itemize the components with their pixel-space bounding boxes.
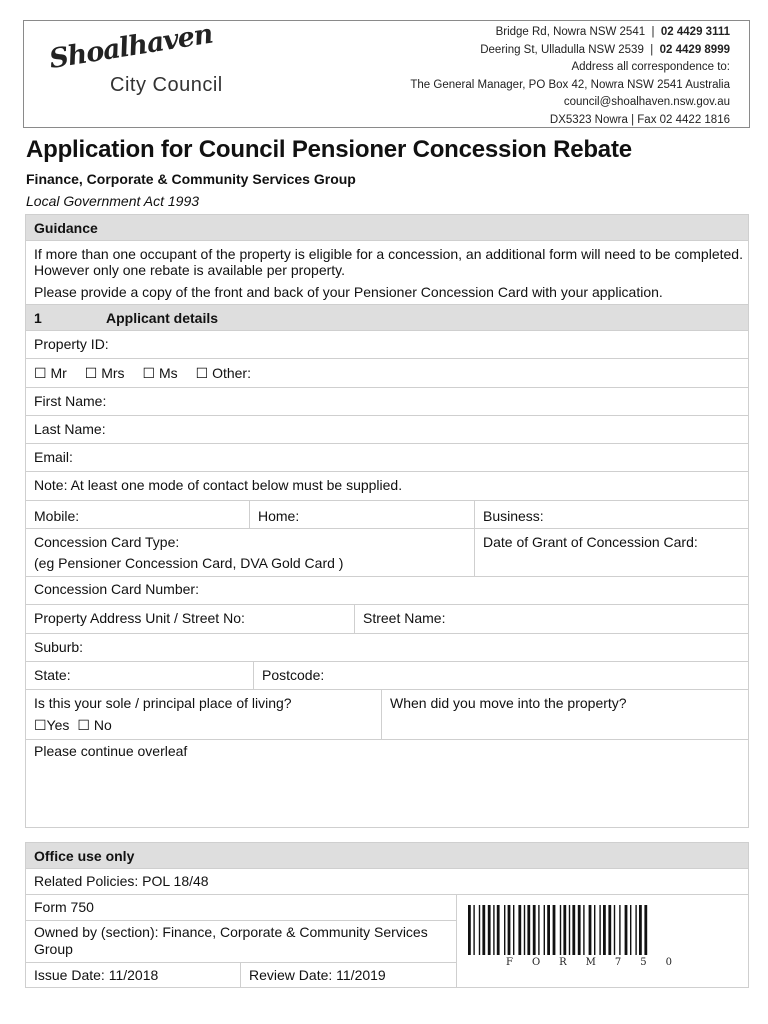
- contact-block: Bridge Rd, Nowra NSW 2541 | 02 4429 3111 Deering St, Ulladulla NSW 2539 | 02 4429 8999 Address all correspondence to: The General Manager, PO Box 42, Nowra NSW 2541 Australia council@shoalhaven.nsw.gov.au DX5323 Nowra | Fax 02 4422 1816: [310, 24, 730, 129]
- barcode-bar: [608, 905, 611, 955]
- barcode-bars: [466, 905, 732, 955]
- applicant-header: [26, 305, 748, 331]
- postal-address: The General Manager, PO Box 42, Nowra NSW 2541 Australia: [410, 78, 730, 91]
- yes-checkbox[interactable]: ☐Yes: [34, 717, 70, 733]
- barcode-bar: [527, 905, 530, 955]
- continue-notice: [26, 740, 748, 828]
- office-header: [26, 843, 748, 869]
- unit-street-no-label: Property Address Unit / Street No:: [34, 610, 245, 626]
- grant-date-label: Date of Grant of Concession Card:: [483, 534, 698, 550]
- dx-fax: DX5323 Nowra | Fax 02 4422 1816: [549, 113, 730, 126]
- phone-nowra: 02 4429 3111: [660, 26, 730, 38]
- unit-street-no-field[interactable]: [26, 605, 355, 633]
- application-form: [25, 214, 749, 828]
- barcode-bar: [560, 905, 561, 955]
- correspondence-label: Address all correspondence to:: [571, 61, 730, 73]
- continue-text: Please continue overleaf: [34, 743, 188, 759]
- guidance-para-1: If more than one occupant of the property is eligible for a concession, an additional form will need to be completed. However only one rebate is available per property.: [34, 246, 743, 278]
- suburb-field[interactable]: [26, 634, 748, 662]
- barcode-bar: [635, 905, 636, 955]
- issue-date: Issue Date: 11/2018: [34, 967, 159, 983]
- barcode-bar: [482, 905, 485, 955]
- barcode-divider: [456, 895, 457, 988]
- address-ulladulla: Deering St, Ulladulla NSW 2539: [480, 43, 644, 56]
- barcode-bar: [468, 905, 471, 955]
- section-heading: Applicant details: [106, 310, 219, 326]
- barcode-bar: [603, 905, 606, 955]
- barcode-bar: [479, 905, 480, 955]
- sole-residence-label: Is this your sole / principal place of living?: [34, 695, 292, 711]
- dates-row: [26, 963, 456, 988]
- barcode-bar: [504, 905, 505, 955]
- barcode-bar: [625, 905, 628, 955]
- barcode-bar: [524, 905, 525, 955]
- title-other-checkbox[interactable]: ☐ Other:: [195, 365, 251, 381]
- legislation-act: Local Government Act 1993: [26, 193, 200, 209]
- postcode-label: Postcode:: [262, 667, 325, 683]
- page-subtitle: Finance, Corporate & Community Services Group: [26, 171, 356, 187]
- home-phone-field[interactable]: [250, 501, 475, 528]
- section-number: 1: [34, 310, 42, 326]
- card-type-field[interactable]: [26, 529, 475, 576]
- concession-card-row: [26, 529, 748, 577]
- barcode-text: FORM750: [506, 957, 691, 968]
- barcode-bar: [630, 905, 631, 955]
- title-ms-checkbox[interactable]: ☐ Ms: [142, 365, 178, 381]
- email-field[interactable]: [26, 444, 748, 472]
- policies-row: [26, 869, 748, 895]
- guidance-header: [26, 215, 748, 241]
- barcode-bar: [578, 905, 581, 955]
- barcode-bar: [563, 905, 566, 955]
- guidance-body: [26, 241, 748, 305]
- first-name-field[interactable]: [26, 388, 748, 416]
- barcode-bar: [513, 905, 514, 955]
- barcode-bar: [614, 905, 615, 955]
- email-address: council@shoalhaven.nsw.gov.au: [563, 96, 730, 108]
- home-label: Home:: [258, 508, 300, 524]
- barcode-bar: [493, 905, 494, 955]
- review-date-cell: [241, 963, 456, 988]
- barcode-bar: [497, 905, 500, 955]
- barcode-bar: [599, 905, 600, 955]
- postcode-field[interactable]: [254, 662, 748, 689]
- sole-residence-field: [26, 690, 382, 739]
- card-number-label: Concession Card Number:: [34, 581, 199, 597]
- contact-note-text: Note: At least one mode of contact below must be supplied.: [34, 477, 403, 493]
- card-type-example: (eg Pensioner Concession Card, DVA Gold Card ): [34, 555, 344, 571]
- email-label: Email:: [34, 449, 73, 465]
- barcode-bar: [508, 905, 511, 955]
- phone-ulladulla: 02 4429 8999: [659, 43, 730, 56]
- contact-note: [26, 472, 748, 501]
- issue-date-cell: [26, 963, 241, 988]
- barcode-bar: [538, 905, 539, 955]
- street-name-field[interactable]: [355, 605, 748, 633]
- business-label: Business:: [483, 508, 544, 524]
- barcode-bar: [533, 905, 536, 955]
- barcode-bar: [544, 905, 545, 955]
- last-name-label: Last Name:: [34, 421, 106, 437]
- address-row: [26, 605, 748, 634]
- barcode-bar: [583, 905, 584, 955]
- logo-wordmark: Shoalhaven: [47, 18, 215, 75]
- barcode-bar: [518, 905, 521, 955]
- barcode-bar: [572, 905, 575, 955]
- form-barcode: [466, 905, 732, 968]
- owned-by-row: [26, 921, 456, 962]
- form-number: Form 750: [34, 899, 94, 915]
- no-checkbox[interactable]: ☐ No: [77, 717, 112, 733]
- barcode-bar: [639, 905, 642, 955]
- logo-subtitle: City Council: [110, 74, 223, 96]
- mobile-field[interactable]: [26, 501, 250, 528]
- state-field[interactable]: [26, 662, 254, 689]
- barcode-bar: [569, 905, 570, 955]
- card-number-field[interactable]: [26, 577, 748, 605]
- property-id-label: Property ID:: [34, 336, 109, 352]
- address-nowra: Bridge Rd, Nowra NSW 2541: [495, 26, 646, 38]
- state-postcode-row: [26, 662, 748, 690]
- street-name-label: Street Name:: [363, 610, 446, 626]
- phone-row: [26, 501, 748, 529]
- title-mr-checkbox[interactable]: ☐ Mr: [34, 365, 67, 381]
- move-in-label: When did you move into the property?: [390, 695, 627, 711]
- business-phone-field[interactable]: [475, 501, 748, 528]
- mobile-label: Mobile:: [34, 508, 80, 524]
- first-name-label: First Name:: [34, 393, 107, 409]
- guidance-heading: Guidance: [34, 220, 98, 236]
- related-policies: Related Policies: POL 18/48: [34, 873, 209, 889]
- owned-by: Owned by (section): Finance, Corporate & Community Services Group: [34, 924, 428, 957]
- barcode-bar: [594, 905, 595, 955]
- guidance-para-2: Please provide a copy of the front and back of your Pensioner Concession Card with your application.: [34, 284, 663, 300]
- title-mrs-checkbox[interactable]: ☐ Mrs: [84, 365, 125, 381]
- title-options: [26, 359, 748, 388]
- last-name-field[interactable]: [26, 416, 748, 444]
- state-label: State:: [34, 667, 71, 683]
- office-heading: Office use only: [34, 848, 135, 864]
- barcode-bar: [553, 905, 556, 955]
- barcode-bar: [488, 905, 491, 955]
- suburb-label: Suburb:: [34, 639, 84, 655]
- card-type-label: Concession Card Type:: [34, 534, 180, 550]
- move-in-date-field[interactable]: [382, 690, 748, 739]
- barcode-bar: [473, 905, 474, 955]
- barcode-bar: [589, 905, 592, 955]
- barcode-bar: [619, 905, 620, 955]
- review-date: Review Date: 11/2019: [249, 967, 386, 983]
- page-title: Application for Council Pensioner Concession Rebate: [26, 136, 632, 163]
- council-logo: [47, 18, 250, 108]
- property-id-field[interactable]: [26, 331, 748, 359]
- grant-date-field[interactable]: [475, 529, 748, 576]
- barcode-bar: [644, 905, 647, 955]
- barcode-bar: [547, 905, 550, 955]
- residence-row: [26, 690, 748, 740]
